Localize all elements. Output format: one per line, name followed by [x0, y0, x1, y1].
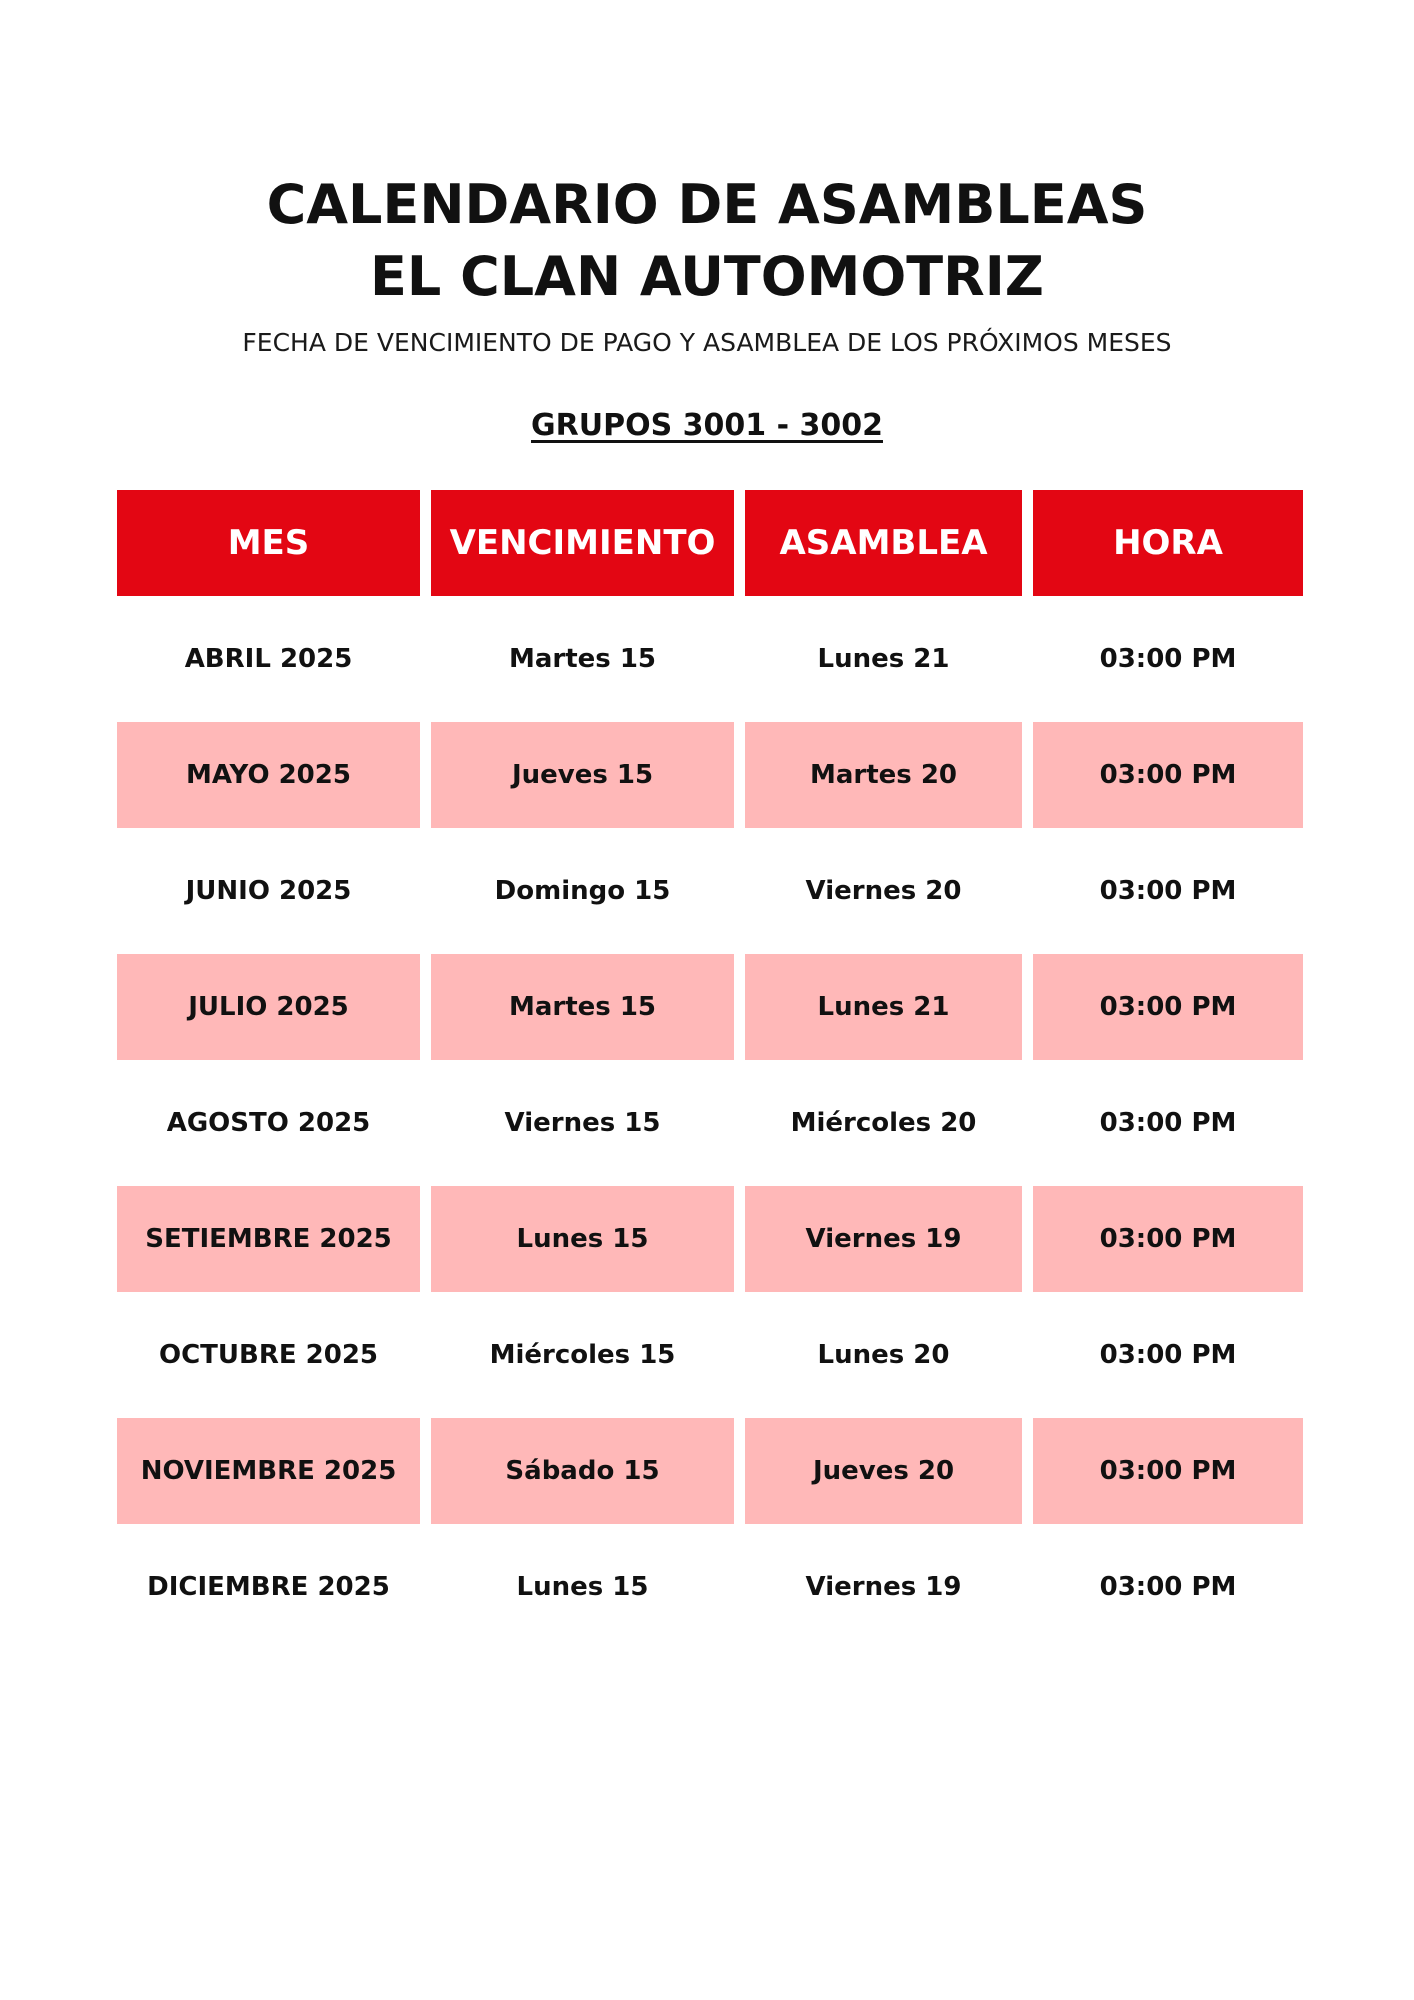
cell-hora: 03:00 PM [1099, 876, 1237, 906]
table-row [117, 722, 1304, 828]
cell-mes: NOVIEMBRE 2025 [117, 1418, 420, 1524]
header-hora: HORA [1033, 490, 1303, 596]
table-row [117, 1302, 1304, 1408]
cell-asamblea: Jueves 20 [745, 1418, 1022, 1524]
cell-hora: 03:00 PM [1033, 1418, 1303, 1524]
page-title-line-1: CALENDARIO DE ASAMBLEAS [266, 173, 1148, 236]
cell-asamblea: Lunes 21 [817, 644, 950, 674]
cell-asamblea: Viernes 19 [805, 1572, 962, 1602]
cell-asamblea: Viernes 20 [805, 876, 962, 906]
cell-vencimiento: Domingo 15 [494, 876, 671, 906]
cell-hora: 03:00 PM [1033, 954, 1303, 1060]
cell-mes: ABRIL 2025 [184, 644, 353, 674]
cell-asamblea: Martes 20 [745, 722, 1022, 828]
groups-heading [0, 406, 1414, 446]
schedule-table [117, 490, 1304, 1650]
cell-vencimiento: Martes 15 [508, 644, 656, 674]
cell-asamblea: Lunes 21 [745, 954, 1022, 1060]
cell-vencimiento: Martes 15 [431, 954, 734, 1060]
cell-mes: JUNIO 2025 [185, 876, 352, 906]
cell-mes: MAYO 2025 [117, 722, 420, 828]
cell-hora: 03:00 PM [1099, 1340, 1237, 1370]
cell-vencimiento: Viernes 15 [504, 1108, 661, 1138]
cell-asamblea: Miércoles 20 [790, 1108, 977, 1138]
table-row [117, 838, 1304, 944]
page-title-line-2: EL CLAN AUTOMOTRIZ [370, 245, 1044, 308]
groups-label: GRUPOS 3001 - 3002 [531, 408, 883, 443]
header-vencimiento: VENCIMIENTO [431, 490, 734, 596]
table-row [117, 1186, 1304, 1292]
cell-hora: 03:00 PM [1099, 644, 1237, 674]
cell-hora: 03:00 PM [1033, 722, 1303, 828]
cell-hora: 03:00 PM [1033, 1186, 1303, 1292]
cell-vencimiento: Jueves 15 [431, 722, 734, 828]
cell-mes: JULIO 2025 [117, 954, 420, 1060]
page-subtitle: FECHA DE VENCIMIENTO DE PAGO Y ASAMBLEA DE LOS PRÓXIMOS MESES [242, 328, 1172, 357]
header-asamblea: ASAMBLEA [745, 490, 1022, 596]
table-row [117, 1070, 1304, 1176]
cell-asamblea: Viernes 19 [745, 1186, 1022, 1292]
cell-mes: AGOSTO 2025 [166, 1108, 371, 1138]
header-mes: MES [117, 490, 420, 596]
cell-hora: 03:00 PM [1099, 1572, 1237, 1602]
cell-asamblea: Lunes 20 [817, 1340, 950, 1370]
table-header-row [117, 490, 1304, 596]
table-row [117, 1418, 1304, 1524]
cell-mes: SETIEMBRE 2025 [117, 1186, 420, 1292]
cell-mes: OCTUBRE 2025 [158, 1340, 379, 1370]
cell-hora: 03:00 PM [1099, 1108, 1237, 1138]
cell-vencimiento: Sábado 15 [431, 1418, 734, 1524]
cell-mes: DICIEMBRE 2025 [147, 1572, 390, 1602]
cell-vencimiento: Miércoles 15 [489, 1340, 676, 1370]
cell-vencimiento: Lunes 15 [431, 1186, 734, 1292]
cell-vencimiento: Lunes 15 [516, 1572, 649, 1602]
table-row [117, 954, 1304, 1060]
table-row [117, 606, 1304, 712]
table-row [117, 1534, 1304, 1640]
